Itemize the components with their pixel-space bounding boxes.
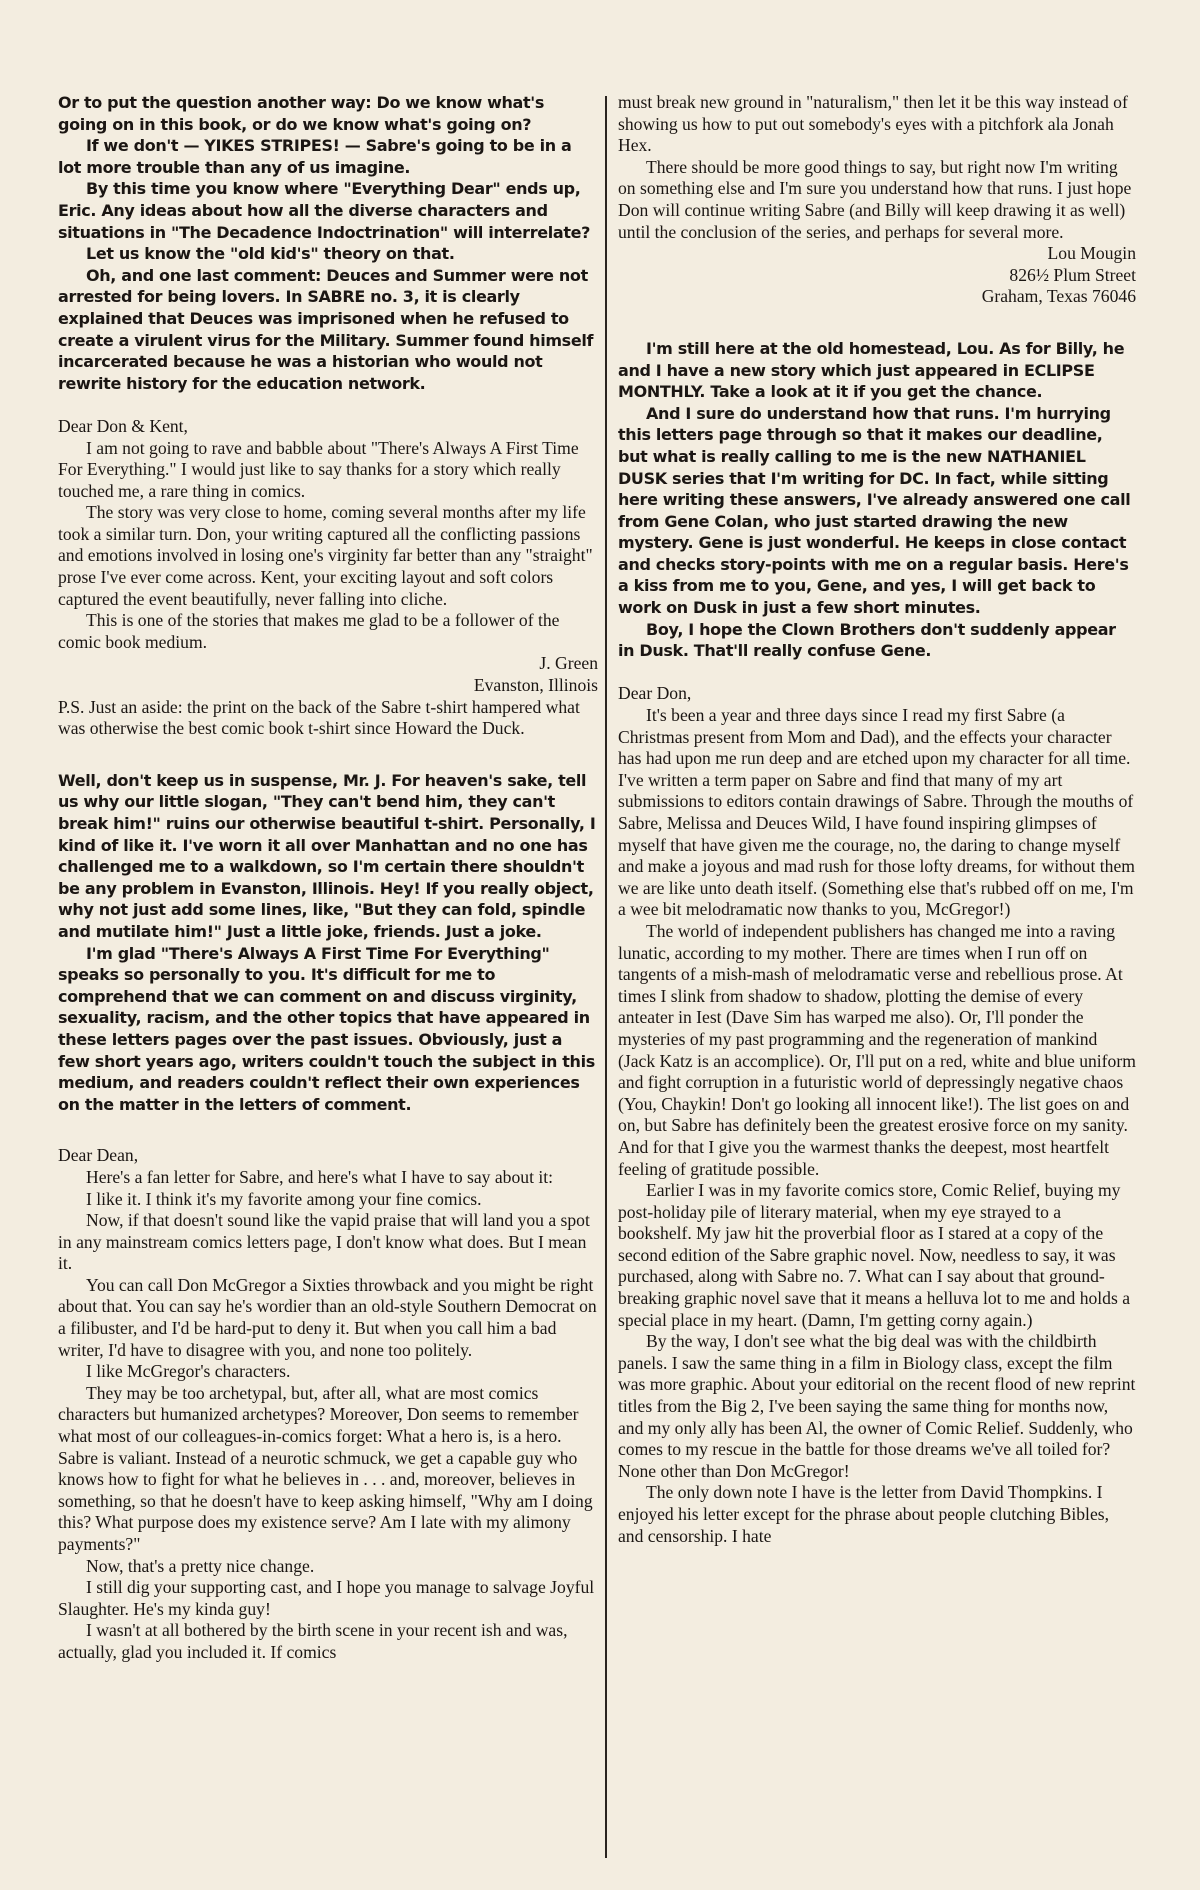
letter-paragraph: I like it. I think it's my favorite among your fine comics. — [86, 1188, 482, 1209]
letter-paragraph: I am not going to rave and babble about "There's Always A First Time For Everything." I would just like to say thanks for a story which really touched me, a rare thing in comics. — [58, 437, 579, 501]
editor-reply-2 — [58, 770, 598, 1116]
editor-paragraph: Let us know the "old kid's" theory on that. — [86, 244, 455, 264]
letter-paragraph: Here's a fan letter for Sabre, and here's what I have to say about it: — [86, 1166, 554, 1187]
editor-paragraph: Oh, and one last comment: Deuces and Summer were not arrested for being lovers. In SABRE no. 3, it is clearly explained that Deuces was imprisoned when he refused to create a virulent virus for the Military. Summer found himself incarcerated because he was a historian who would not rewrite history for the education network. — [58, 265, 594, 393]
letter-salutation: Dear Don, — [618, 683, 692, 704]
letter-mougin — [58, 1145, 598, 1663]
signature-city: Graham, Texas 76046 — [981, 286, 1136, 307]
editor-paragraph: I'm still here at the old homestead, Lou. As for Billy, he and I have a new story which just appeared in ECLIPSE MONTHLY. Take a look at it if you get the chance. — [618, 338, 1125, 402]
editor-paragraph: Well, don't keep us in suspense, Mr. J. For heaven's sake, tell us why our little slogan, "They can't bend him, they can't break him!" ruins our otherwise beautiful t-shirt. Personally, I kind of like it. I've worn it all over Manhattan and no one has challenged me to a walkdown, so I'm certain there shouldn't be any problem in Evanston, Illinois. Hey! If you really object, why not just add some lines, like, "But they can fold, spindle and mutilate him!" Just a little joke, friends. Just a joke. — [58, 770, 596, 941]
letter-mougin-continued — [618, 92, 1136, 308]
letter-paragraph: It's been a year and three days since I read my first Sabre (a Christmas present from Mom and Dad), and the effects your character has had upon me run deep and are etched upon my character for all time. I've written a term paper on Sabre and find that many of my art submissions to editors contain drawings of Sabre. Through the mouths of Sabre, Melissa and Deuces Wild, I have found inspiring glimpses of myself that have given me the courage, no, the daring to change myself and make a joyous and mad rush for those lofty dreams, for without them we are like unto death itself. (Something else that's rubbed off on me, I'm a wee bit melodramatic now thanks to you, McGregor!) — [618, 705, 1135, 920]
letter-paragraph: must break new ground in "naturalism," then let it be this way instead of showing us how to put out somebody's eyes with a pitchfork ala Jonah Hex. — [618, 92, 1128, 156]
letter-paragraph: Now, if that doesn't sound like the vapid praise that will land you a spot in any mainstream comics letters page, I don't know what does. But I mean it. — [58, 1210, 590, 1274]
letter-salutation: Dear Don & Kent, — [58, 415, 188, 436]
letter-salutation: Dear Dean, — [58, 1145, 139, 1166]
letter-paragraph: The story was very close to home, coming several months after my life took a similar turn. Don, your writing captured all the conflicting passions and emotions involved in losing one's virginity far better than any "straight" prose I've ever come across. Kent, your exciting layout and soft colors captured the event beautifully, never falling into cliche. — [58, 502, 593, 609]
signature-name: Lou Mougin — [1047, 243, 1136, 264]
letter-paragraph: This is one of the stories that makes me glad to be a follower of the comic book medium. — [58, 610, 560, 652]
letter-paragraph: The only down note I have is the letter from David Thompkins. I enjoyed his letter except for the phrase about people clutching Bibles, and censorship. I hate — [618, 1482, 1110, 1546]
letter-postscript: P.S. Just an aside: the print on the back of the Sabre t-shirt hampered what was otherwise the best comic book t-shirt since Howard the Duck. — [58, 696, 580, 739]
editor-paragraph: By this time you know where "Everything Dear" ends up, Eric. Any ideas about how all the diverse characters and situations in "The Decadence Indoctrination" will interrelate? — [58, 179, 591, 242]
letter-paragraph: I still dig your supporting cast, and I hope you manage to salvage Joyful Slaughter. He's my kinda guy! — [58, 1577, 595, 1619]
letter-don — [618, 683, 1136, 1547]
letter-paragraph: They may be too archetypal, but, after all, what are most comics characters but humanized archetypes? Moreover, Don seems to remember what most of our colleagues-in-comics forget: What a hero is, is a hero. Sabre is valiant. Instead of a neurotic schmuck, we get a capable guy who knows how to fight for what he believes in . . . and, moreover, believes in something, so that he doesn't have to keep asking himself, "Why am I doing this? What purpose does my existence serve? Am I late with my alimony payments?" — [58, 1382, 593, 1554]
signature-name: J. Green — [539, 653, 598, 674]
letter-green — [58, 416, 598, 740]
editor-reply-3 — [618, 338, 1136, 662]
right-column — [618, 92, 1136, 1862]
editor-paragraph: Or to put the question another way: Do we know what's going on in this book, or do we know what's going on? — [58, 93, 545, 134]
letter-paragraph: Earlier I was in my favorite comics store, Comic Relief, buying my post-holiday pile of literary material, when my eye strayed to a bookshelf. My jaw hit the proverbial floor as I stared at a copy of the second edition of the Sabre graphic novel. Now, needless to say, it was purchased, along with Sabre no. 7. What can I say about that ground-breaking graphic novel save that it means a helluva lot to me and holds a special place in my heart. (Damn, I'm getting corny again.) — [618, 1180, 1131, 1330]
letter-paragraph: There should be more good things to say, but right now I'm writing on something else and I'm sure you understand how that runs. I just hope Don will continue writing Sabre (and Billy will keep drawing it as well) until the conclusion of the series, and perhaps for several more. — [618, 156, 1132, 242]
editor-reply-1 — [58, 92, 598, 394]
signature-street: 826½ Plum Street — [1009, 264, 1136, 285]
letter-paragraph: I like McGregor's characters. — [86, 1361, 291, 1382]
letter-paragraph: By the way, I don't see what the big deal was with the childbirth panels. I saw the same thing in a film in Biology class, except the film was more graphic. About your editorial on the recent flood of new reprint titles from the Big 2, I've been saying the same thing for months now, and my only ally has been Al, the owner of Comic Relief. Suddenly, who comes to my rescue in the battle for those dreams we've all toiled for? None other than Don McGregor! — [618, 1331, 1136, 1481]
editor-paragraph: If we don't — YIKES STRIPES! — Sabre's going to be in a lot more trouble than any of us imagine. — [58, 136, 572, 177]
letter-paragraph: The world of independent publishers has changed me into a raving lunatic, according to my mother. There are times when I run off on tangents of a mish-mash of melodramatic verse and rebellious prose. At times I slink from shadow to shadow, plotting the demise of every anteater in Iest (Dave Sim has warped me also). Or, I'll ponder the mysteries of my past programming and the regeneration of mankind (Jack Katz is an accomplice). Or, I'll put on a red, white and blue uniform and fight corruption in a futuristic world of depressingly negative chaos (You, Chaykin! Don't go looking all innocent like!). The list goes on and on, but Sabre has definitely been the greatest erosive force on my sanity. And for that I give you the warmest thanks the deepest, most heartfelt feeling of gratitude possible. — [618, 920, 1136, 1179]
editor-paragraph: And I sure do understand how that runs. I'm hurrying this letters page through so that it makes our deadline, but what is really calling to me is the new NATHANIEL DUSK series that I'm writing for DC. In fact, while sitting here writing these answers, I've already answered one call from Gene Colan, who just started drawing the new mystery. Gene is just wonderful. He keeps in close contact and checks story-points with me on a regular basis. Here's a kiss from me to you, Gene, and yes, I will get back to work on Dusk in just a few short minutes. — [618, 403, 1131, 618]
letter-paragraph: Now, that's a pretty nice change. — [86, 1555, 315, 1576]
column-divider — [605, 96, 607, 1858]
letter-paragraph: I wasn't at all bothered by the birth scene in your recent ish and was, actually, glad you included it. If comics — [58, 1620, 568, 1662]
editor-paragraph: I'm glad "There's Always A First Time For Everything" speaks so personally to you. It's difficult for me to comprehend that we can comment on and discuss virginity, sexuality, racism, and the other topics that have appeared in these letters pages over the past issues. Obviously, just a few short years ago, writers couldn't touch the subject in this medium, and readers couldn't reflect their own experiences on the matter in the letters of comment. — [58, 943, 595, 1114]
editor-paragraph: Boy, I hope the Clown Brothers don't suddenly appear in Dusk. That'll really confuse Gene. — [618, 619, 1116, 661]
signature-city: Evanston, Illinois — [473, 675, 598, 696]
left-column — [58, 92, 598, 1862]
letter-paragraph: You can call Don McGregor a Sixties throwback and you might be right about that. You can say he's wordier than an old-style Southern Democrat on a filibuster, and I'd be hard-put to deny it. But when you call him a bad writer, I'd have to disagree with you, and none too politely. — [58, 1274, 597, 1360]
